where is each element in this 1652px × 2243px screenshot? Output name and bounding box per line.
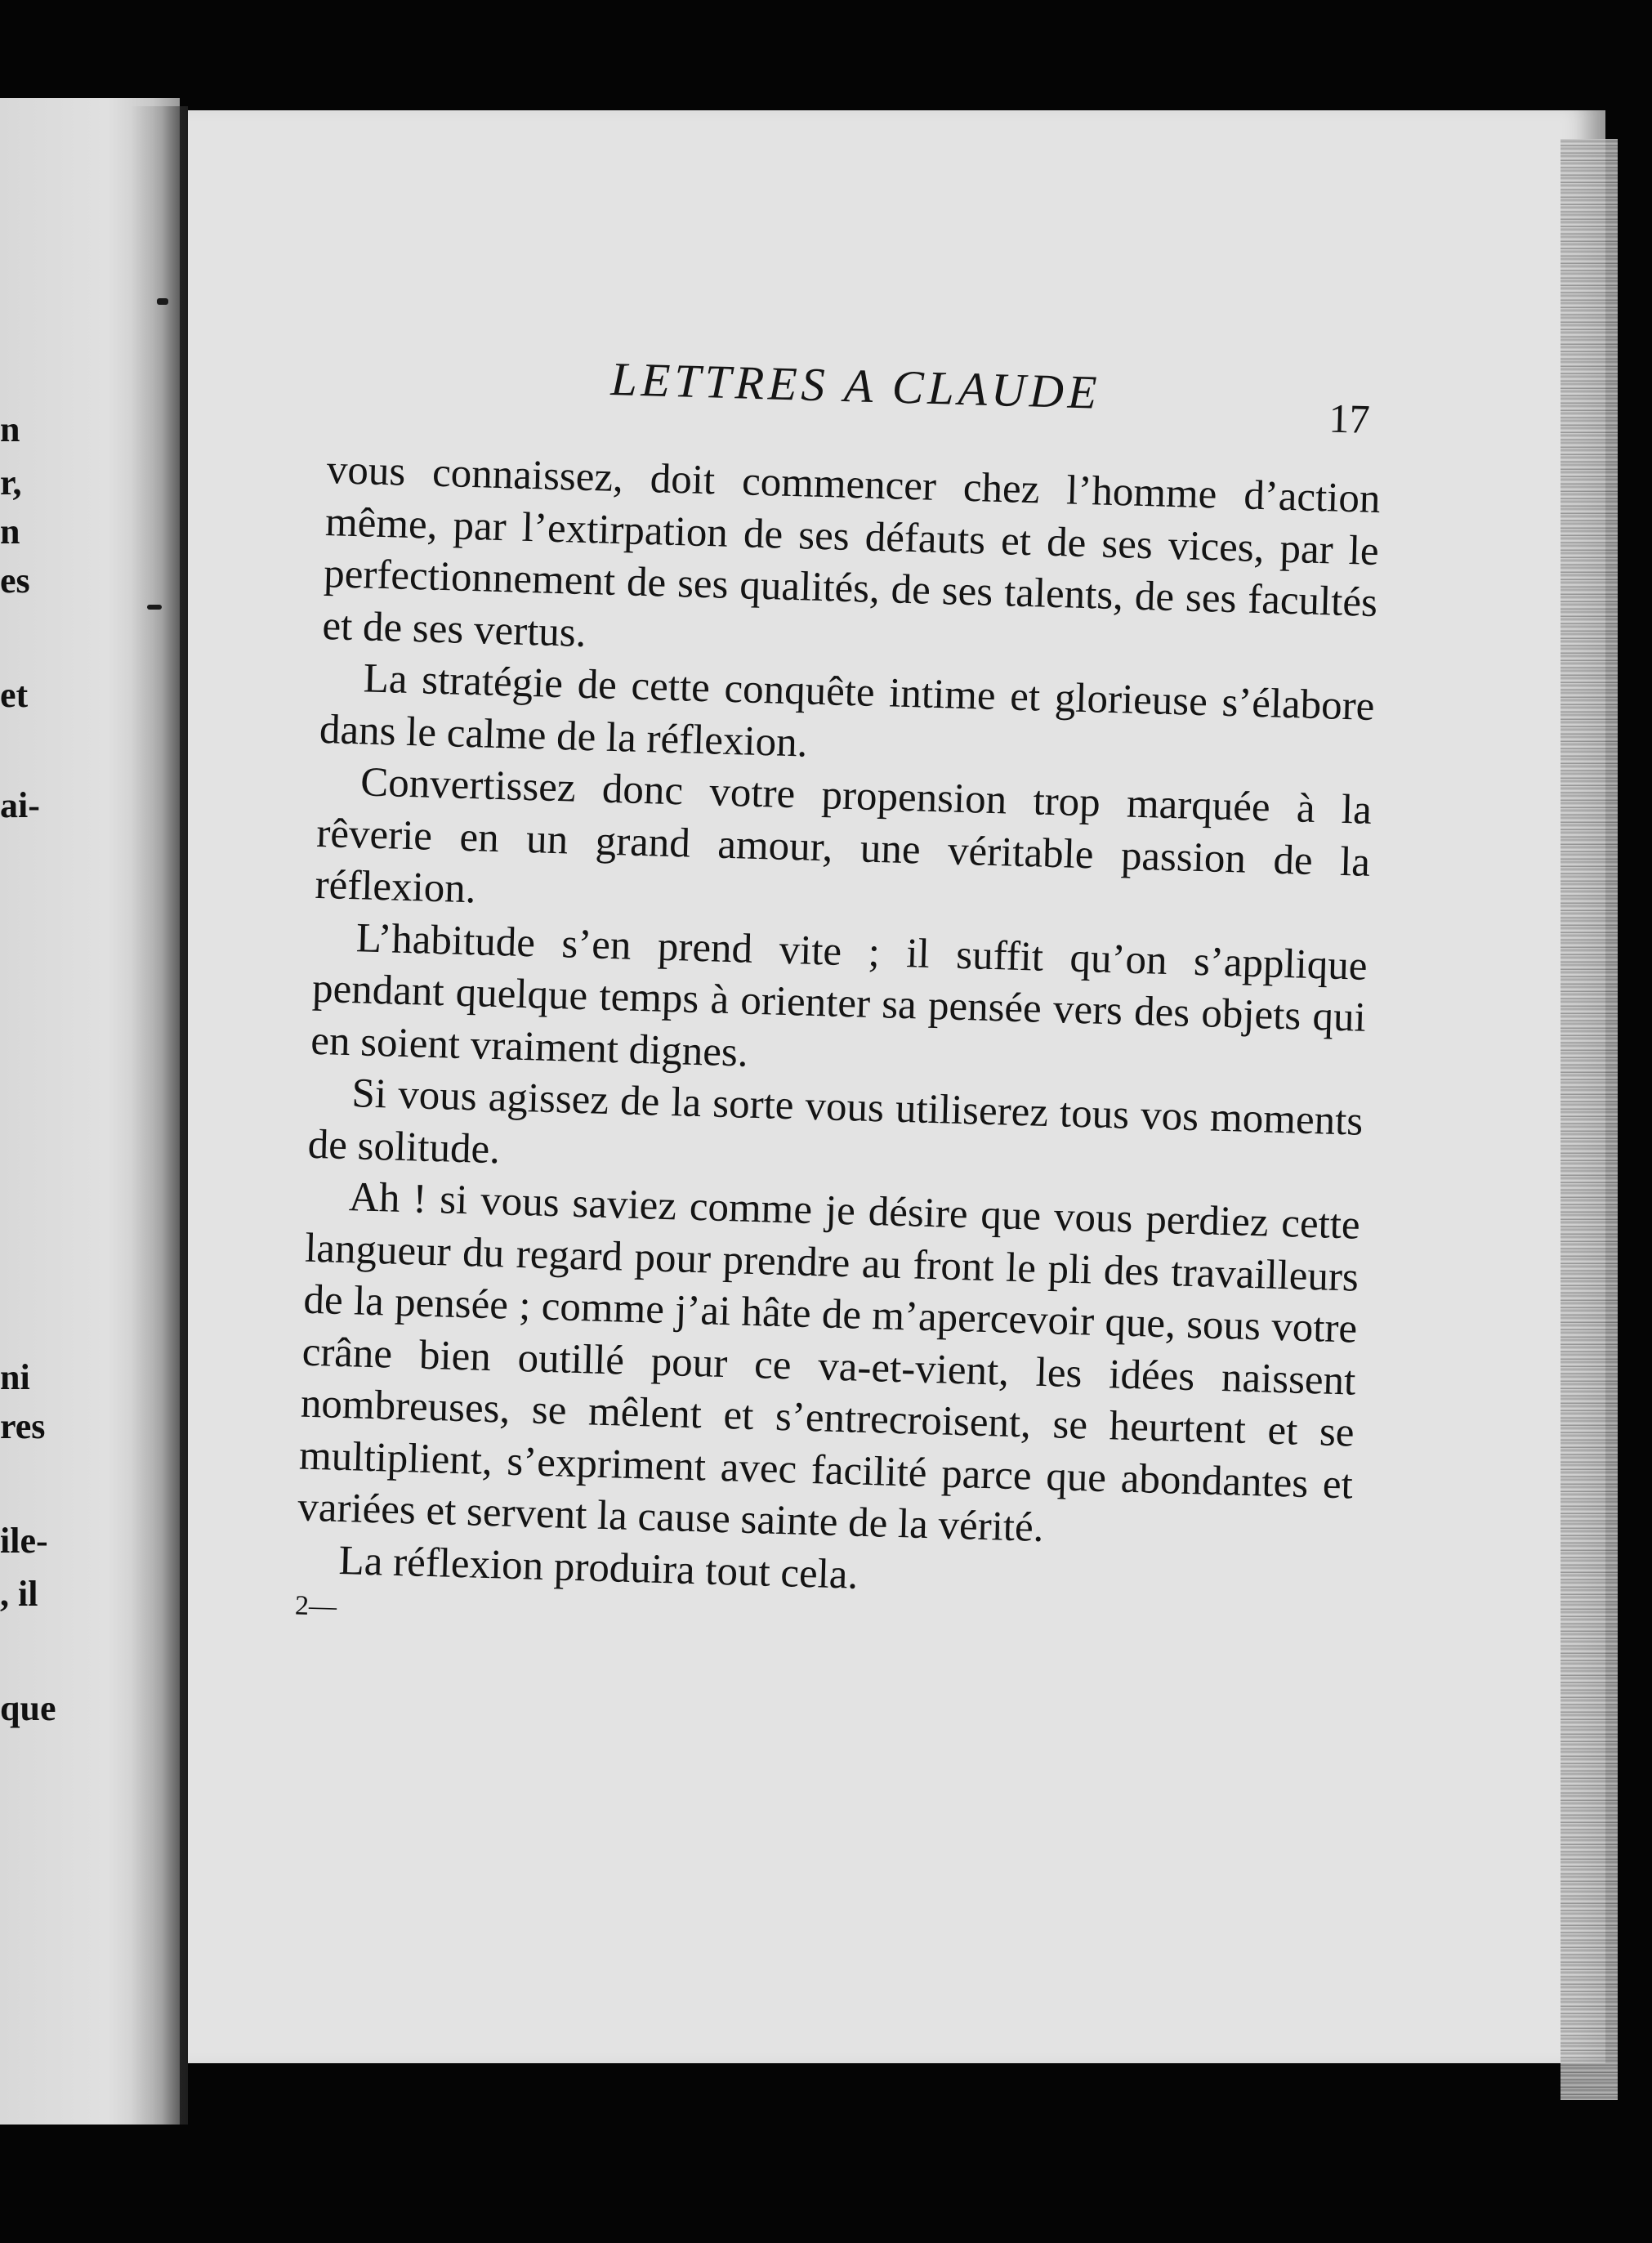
book-gutter-shadow [131, 106, 188, 2125]
left-fragment-11: que [0, 1688, 56, 1728]
scan-mark [147, 605, 162, 610]
paragraph-1: vous connaissez, doit commencer chez l’homme d’action même, par l’extirpation de ses défauts et de ses vices, par le perfectionnement de ses qualités, de ses talents, de ses facultés et de ses vertus. [321, 447, 1382, 656]
paragraph-4: L’habitude s’en prend vite ; il suffit qu’on s’applique pendant quelque temps à orienter sa pensée vers des objets qui en soient vraiment dignes. [310, 914, 1368, 1076]
page-number: 17 [1328, 395, 1371, 442]
left-fragment-1: n [0, 409, 20, 449]
left-fragment-5: et [0, 675, 29, 715]
body-text [294, 445, 1381, 1655]
running-title: LETTRES A CLAUDE [609, 351, 1102, 419]
left-fragment-9: ile- [0, 1521, 48, 1561]
paragraph-3: Convertissez donc votre propension trop marquée à la rêverie en un grand amour, une véritable passion de la réflexion. [314, 759, 1373, 913]
left-fragment-7: ni [0, 1357, 30, 1397]
paragraph-7: La réflexion produira tout cela. [337, 1537, 859, 1598]
signature-mark: 2— [294, 1590, 337, 1622]
left-fragment-4: es [0, 561, 30, 601]
paragraph-2: La stratégie de cette conquête intime et glorieuse s’élabore dans le calme de la réflexion. [319, 655, 1376, 766]
left-fragment-3: n [0, 512, 20, 552]
scan-mark [157, 298, 168, 305]
paragraph-5: Si vous agissez de la sorte vous utiliserez tous vos moments de solitude. [307, 1070, 1364, 1173]
left-fragment-2: r, [0, 462, 22, 503]
paragraph-6: Ah ! si vous saviez comme je désire que vous perdiez cette langueur du regard pour prendre au front le pli des travailleurs de la pensée ; comme j’ai hâte de m’apercevoir que, sous votre crâne bien outillé pour ce va-et-vient, les idées naissent nombreuses, se mêlent et s’entrecroisent, se heurtent et se multiplient, s’expriment avec facilité parce que abondantes et variées et servent la cause sainte de la vérité. [297, 1174, 1361, 1552]
left-fragment-10: , il [0, 1574, 38, 1614]
left-fragment-8: res [0, 1406, 46, 1446]
left-fragment-6: ai- [0, 785, 40, 825]
